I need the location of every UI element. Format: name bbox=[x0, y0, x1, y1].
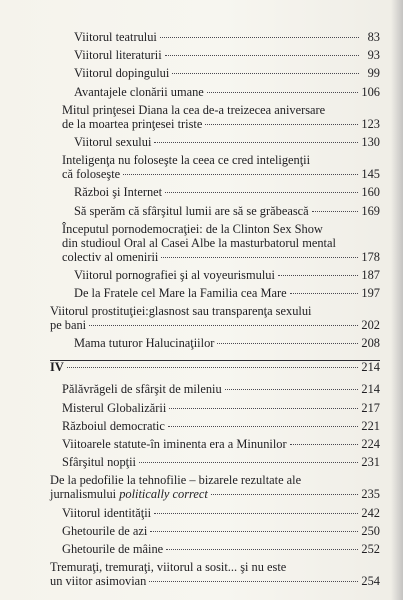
entry-title-text: jurnalismului bbox=[50, 487, 120, 502]
toc-entry[interactable] bbox=[0, 542, 380, 556]
page-number: 214 bbox=[361, 360, 380, 375]
dot-leader bbox=[278, 275, 358, 276]
toc-entry[interactable] bbox=[0, 66, 380, 80]
toc-entry[interactable] bbox=[0, 419, 380, 433]
entry-title-line: un viitor asimovian bbox=[50, 574, 147, 589]
page-number: 178 bbox=[361, 249, 380, 264]
entry-title-line: Pălăvrăgeli de sfârşit de mileniu bbox=[62, 382, 222, 397]
entry-last-line bbox=[62, 382, 380, 396]
page-number: 235 bbox=[361, 487, 380, 502]
entry-last-line bbox=[74, 66, 380, 80]
page-number: 83 bbox=[367, 30, 380, 44]
toc-entry[interactable] bbox=[0, 268, 380, 282]
dot-leader bbox=[160, 37, 359, 38]
page-number: 208 bbox=[361, 336, 380, 351]
entry-title-line: colectiv al omenirii bbox=[62, 249, 159, 264]
page-number: 224 bbox=[361, 437, 380, 451]
entry-title-line: Inteligenţa nu foloseşte la ceea ce cred inteligenţii bbox=[62, 153, 311, 168]
toc-entry[interactable] bbox=[0, 135, 380, 149]
page-number: 160 bbox=[361, 185, 380, 200]
page-edge-shadow bbox=[391, 0, 403, 600]
dot-leader bbox=[205, 124, 358, 125]
page-number: 106 bbox=[361, 84, 380, 99]
toc-entry[interactable] bbox=[0, 30, 380, 44]
page-number: 254 bbox=[361, 574, 380, 589]
toc-entry[interactable] bbox=[0, 437, 380, 451]
entry-title-line: că foloseşte bbox=[62, 167, 121, 182]
entry-last-line bbox=[74, 135, 380, 149]
toc-entry[interactable] bbox=[0, 48, 380, 62]
toc-entry[interactable] bbox=[0, 286, 380, 300]
toc-entry[interactable] bbox=[0, 382, 380, 396]
toc-entry[interactable] bbox=[0, 506, 380, 520]
entry-title-line: De la pedofilie la tehnofilie – bizarele rezultate ale bbox=[50, 473, 302, 488]
page-number: 231 bbox=[361, 455, 380, 470]
entry-last-line bbox=[62, 506, 380, 520]
entry-title-line: din studioul Oral al Casei Albe la masturbatorul mental bbox=[62, 235, 336, 250]
toc-part-entry[interactable] bbox=[0, 360, 380, 374]
dot-leader bbox=[290, 293, 359, 294]
page-number: 252 bbox=[361, 541, 380, 556]
dot-leader bbox=[225, 389, 359, 390]
dot-leader bbox=[161, 257, 358, 258]
page-number: 242 bbox=[361, 505, 380, 520]
toc-entry[interactable] bbox=[0, 222, 380, 264]
dot-leader bbox=[207, 92, 359, 93]
entry-last-line bbox=[74, 204, 380, 218]
dot-leader bbox=[172, 73, 359, 74]
dot-leader bbox=[150, 531, 358, 532]
page-number: 145 bbox=[361, 167, 380, 182]
entry-last-line bbox=[74, 268, 380, 282]
entry-title-line: Viitorul sexului bbox=[74, 134, 152, 149]
entry-last-line bbox=[74, 185, 380, 199]
entry-title-line: Viitorul pornografiei şi al voyeurismului bbox=[74, 267, 275, 282]
entry-last-line bbox=[50, 318, 380, 332]
entry-last-line bbox=[62, 167, 380, 181]
page-number: 123 bbox=[361, 116, 380, 131]
entry-title-line: Viitorul prostituţiei:glasnost sau transparenţa sexului bbox=[50, 304, 312, 319]
entry-title-line: pe bani bbox=[50, 318, 87, 333]
toc-entry[interactable] bbox=[0, 185, 380, 199]
entry-title-line: Ghetourile de mâine bbox=[62, 541, 164, 556]
dot-leader bbox=[67, 367, 359, 368]
entry-title-line: Să sperăm că sfârşitul lumii are să se grăbească bbox=[74, 203, 309, 218]
dot-leader bbox=[154, 513, 358, 514]
entry-title-line: Începutul pornodemocraţiei: de la Clinton Sex Show bbox=[62, 221, 323, 236]
page-number: 130 bbox=[361, 134, 380, 149]
dot-leader bbox=[169, 408, 358, 409]
page-number: 187 bbox=[361, 267, 380, 282]
entry-last-line bbox=[74, 48, 380, 62]
dot-leader bbox=[290, 444, 359, 445]
entry-title-line: Mama tuturor Halucinaţiilor bbox=[74, 336, 215, 351]
entry-title-line: Viitorul identităţii bbox=[62, 505, 152, 520]
dot-leader bbox=[211, 494, 359, 495]
toc-entry[interactable] bbox=[0, 455, 380, 469]
page-number: 250 bbox=[361, 523, 380, 538]
table-of-contents bbox=[0, 30, 380, 592]
entry-title-line bbox=[50, 487, 208, 501]
dot-leader bbox=[165, 55, 359, 56]
entry-last-line bbox=[62, 524, 380, 538]
entry-last-line bbox=[62, 117, 380, 131]
entry-title-line: Avantajele clonării umane bbox=[74, 84, 204, 99]
dot-leader bbox=[166, 549, 358, 550]
dot-leader bbox=[165, 192, 358, 193]
toc-entry[interactable] bbox=[0, 336, 380, 350]
page-number: 169 bbox=[361, 203, 380, 218]
dot-leader bbox=[139, 462, 358, 463]
page-number: 221 bbox=[361, 418, 380, 433]
toc-entry[interactable] bbox=[0, 85, 380, 99]
entry-title-line: De la Fratele cel Mare la Familia cea Mare bbox=[74, 286, 287, 301]
dot-leader bbox=[312, 211, 359, 212]
page-number: 217 bbox=[361, 400, 380, 415]
entry-last-line bbox=[62, 401, 380, 415]
entry-title-line: Război şi Internet bbox=[74, 185, 163, 200]
toc-entry[interactable] bbox=[0, 304, 380, 332]
entry-title-line: Viitorul teatrului bbox=[74, 30, 157, 44]
entry-title-line: Ghetourile de azi bbox=[62, 523, 148, 538]
toc-entry[interactable] bbox=[0, 103, 380, 131]
entry-title-line: Războiul democratic bbox=[62, 418, 165, 433]
entry-title-line: Sfârşitul nopţii bbox=[62, 455, 136, 470]
entry-last-line bbox=[74, 286, 380, 300]
entry-last-line bbox=[74, 85, 380, 99]
entry-last-line bbox=[62, 455, 380, 469]
toc-entry[interactable] bbox=[0, 524, 380, 538]
entry-last-line bbox=[62, 419, 380, 433]
entry-title-line: Viitoarele statute-în iminenta era a Minunilor bbox=[62, 437, 287, 451]
toc-section-before bbox=[0, 30, 380, 350]
toc-section-after bbox=[0, 382, 380, 588]
dot-leader bbox=[149, 581, 358, 582]
toc-entry[interactable] bbox=[0, 560, 380, 588]
entry-last-line bbox=[62, 542, 380, 556]
page-number: 214 bbox=[361, 382, 380, 397]
dot-leader bbox=[217, 343, 358, 344]
entry-last-line bbox=[62, 437, 380, 451]
dot-leader bbox=[123, 174, 358, 175]
entry-title-line: de la moartea prinţesei triste bbox=[62, 116, 203, 131]
entry-title-line: Misterul Globalizării bbox=[62, 400, 167, 415]
toc-entry[interactable] bbox=[0, 204, 380, 218]
entry-title-italic: politically correct bbox=[119, 487, 208, 502]
part-label: IV bbox=[50, 360, 64, 375]
entry-last-line bbox=[50, 574, 380, 588]
toc-entry[interactable] bbox=[0, 153, 380, 181]
dot-leader bbox=[89, 325, 358, 326]
entry-last-line bbox=[74, 336, 380, 350]
part-divider bbox=[0, 360, 380, 376]
entry-last-line bbox=[74, 30, 380, 44]
entry-last-line bbox=[50, 487, 380, 501]
entry-title-line: Tremuraţi, tremuraţi, viitorul a sosit... şi nu este bbox=[50, 560, 287, 575]
entry-title-line: Viitorul dopingului bbox=[74, 66, 170, 81]
dot-leader bbox=[154, 142, 358, 143]
page-number: 197 bbox=[361, 286, 380, 301]
page-number: 99 bbox=[367, 66, 380, 81]
dot-leader bbox=[168, 426, 359, 427]
page-number: 93 bbox=[367, 48, 380, 63]
entry-last-line bbox=[62, 250, 380, 264]
entry-title-line: Mitul prinţesei Diana la cea de-a treizecea aniversare bbox=[62, 102, 326, 117]
entry-title-line: Viitorul literaturii bbox=[74, 48, 162, 63]
page-number: 202 bbox=[361, 318, 380, 333]
toc-entry[interactable] bbox=[0, 473, 380, 501]
toc-entry[interactable] bbox=[0, 401, 380, 415]
